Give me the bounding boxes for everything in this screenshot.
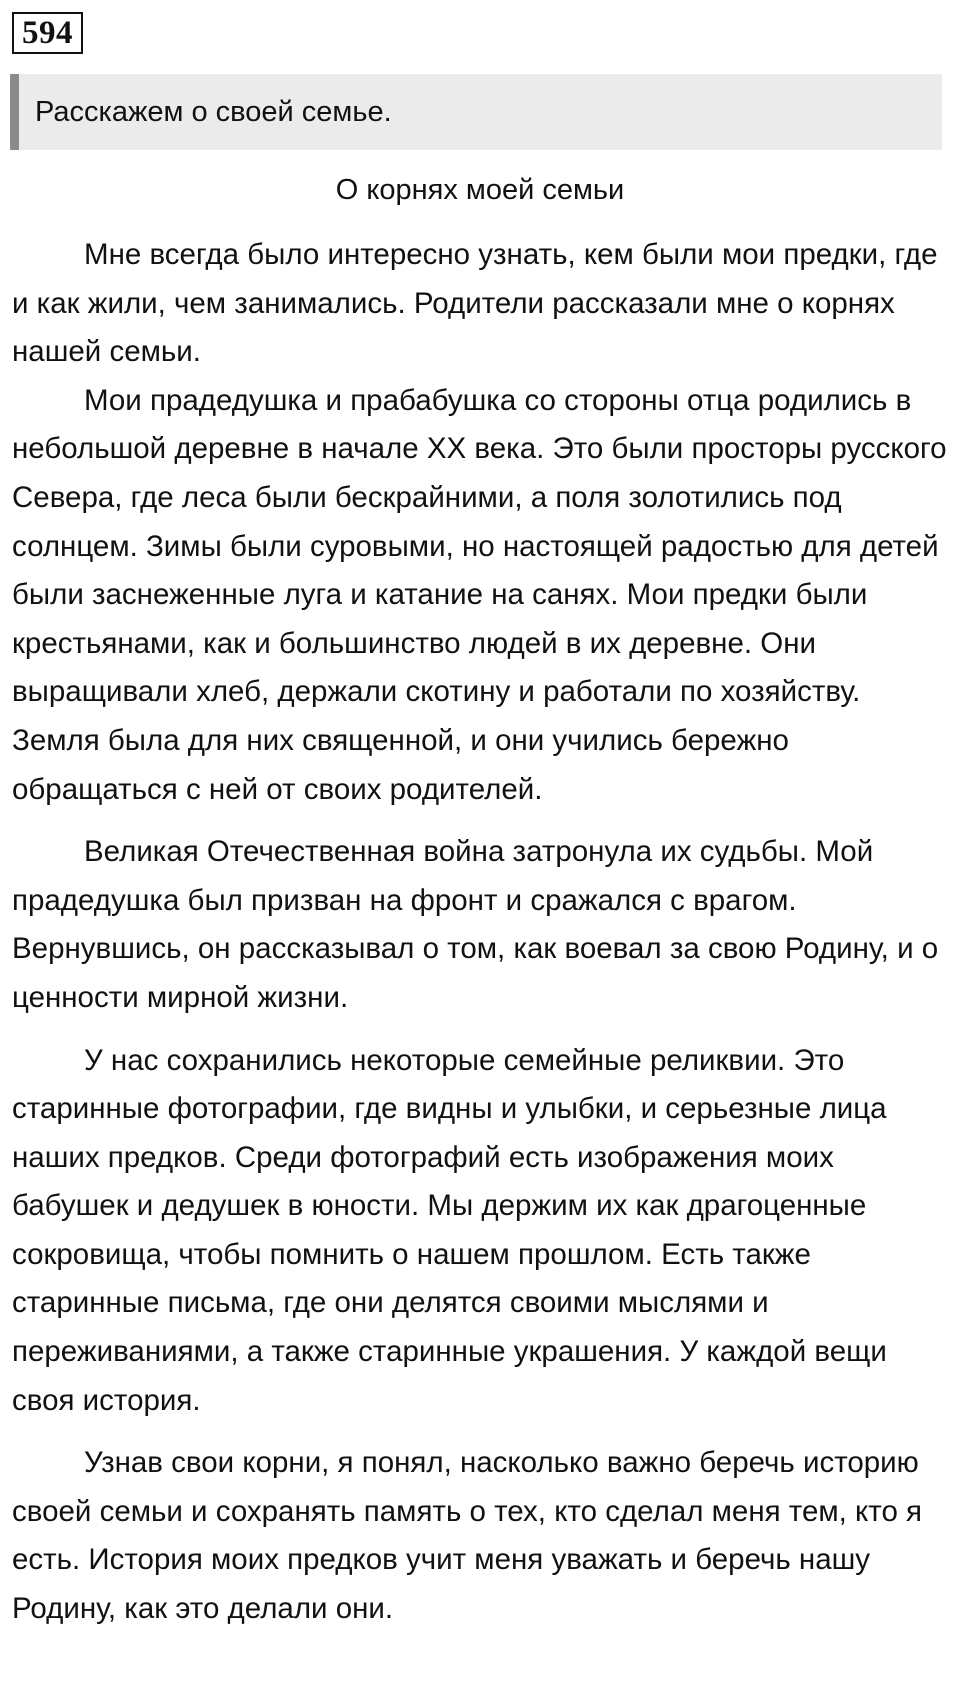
task-callout: Расскажем о своей семье.: [10, 74, 942, 150]
essay-body: [12, 231, 956, 1634]
essay-paragraph-2: Мои прадедушка и прабабушка со стороны отца родились в небольшой деревне в начале XX века. Это были просторы русского Севера, где леса были бескрайними, а поля золотились под солнцем. Зимы были суровыми, но настоящей радостью для детей были заснеженные луга и катание на санях. Мои предки были крестьянами, как и большинство людей в их деревне. Они выращивали хлеб, держали скотину и работали по хозяйству. Земля была для них священной, и они учились бережно обращаться с ней от своих родителей.: [12, 383, 947, 806]
essay-paragraph-3: Великая Отечественная война затронула их судьбы. Мой прадедушка был призван на фронт и сражался с врагом. Вернувшись, он рассказывал о том, как воевал за свою Родину, и о ценности мирной жизни.: [12, 835, 939, 1014]
exercise-number-badge: 594: [12, 12, 83, 54]
essay-paragraph-1: Мне всегда было интересно узнать, кем были мои предки, где и как жили, чем занимались. Родители рассказали мне о корнях нашей семьи.: [12, 238, 938, 369]
essay-paragraph-4: У нас сохранились некоторые семейные реликвии. Это старинные фотографии, где видны и улыбки, и серьезные лица наших предков. Среди фотографий есть изображения моих бабушек и дедушек в юности. Мы держим их как драгоценные сокровища, чтобы помнить о нашем прошлом. Есть также старинные письма, где они делятся своими мыслями и переживаниями, а также старинные украшения. У каждой вещи своя история.: [12, 1043, 887, 1417]
essay-paragraph-5: Узнав свои корни, я понял, насколько важно беречь историю своей семьи и сохранять память о тех, кто сделал меня тем, кто я есть. История моих предков учит меня уважать и беречь нашу Родину, как это делали они.: [12, 1446, 923, 1626]
essay-title: О корнях моей семьи: [335, 174, 625, 206]
